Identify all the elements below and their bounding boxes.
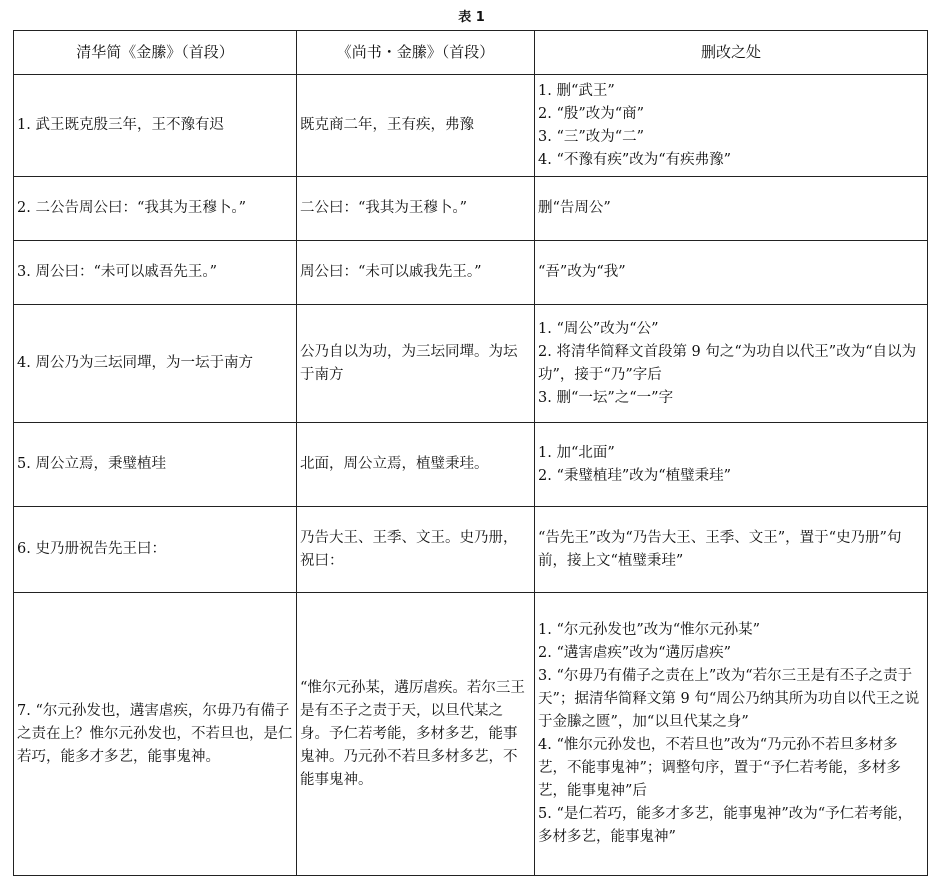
cell-shangshu: “惟尔元孙某，遘厉虐疾。若尔三王是有丕子之责于天，以旦代某之身。予仁若考能，多材多艺，能事鬼神。乃元孙不若旦多材多艺，不能事鬼神。 (297, 593, 535, 876)
cell-shangshu: 北面，周公立焉，植璧秉珪。 (297, 423, 535, 507)
table-caption: 表 1 (458, 10, 485, 25)
cell-shangshu: 乃告大王、王季、文王。史乃册，祝曰： (297, 507, 535, 593)
cell-shangshu: 周公曰：“未可以戚我先王。” (297, 241, 535, 305)
change-item: “吾”改为“我” (538, 264, 626, 280)
change-item: 3. 删“一坛”之“一”字 (538, 389, 674, 406)
cell-changes (535, 177, 928, 241)
header-changes: 删改之处 (535, 31, 928, 75)
change-item: 删“告周公” (538, 200, 611, 216)
cell-qinghua: 4. 周公乃为三坛同墠，为一坛于南方 (14, 305, 297, 423)
cell-qinghua: 5. 周公立焉，秉璧植珪 (14, 423, 297, 507)
change-item: 1. 加“北面” (538, 444, 615, 461)
change-item: 1. “尔元孙发也”改为“惟尔元孙某” (538, 622, 761, 638)
change-item: “告先王”改为“乃告大王、王季、文王”，置于“史乃册”句前，接上文“植璧秉珪” (538, 529, 902, 569)
change-item: 1. 删“武王” (538, 82, 615, 99)
cell-changes (535, 593, 928, 876)
cell-qinghua: 2. 二公告周公曰：“我其为王穆卜。” (14, 177, 297, 241)
table-row (14, 177, 928, 241)
change-item: 3. “三”改为“二” (538, 128, 645, 145)
change-item: 2. “秉璧植珪”改为“植璧秉珪” (538, 467, 732, 484)
table-header-row (14, 31, 928, 75)
change-item: 3. “尔毋乃有備子之责在上”改为“若尔三王是有丕子之责于天”；据清华简释文第 9 句“周公乃纳其所为功自以代王之说于金縢之匮”，加“以旦代某之身” (538, 668, 920, 730)
cell-changes (535, 423, 928, 507)
change-item: 4. “惟尔元孙发也，不若旦也”改为“乃元孙不若旦多材多艺，不能事鬼神”；调整句序，置于“予仁若考能，多材多艺，能事鬼神”后 (538, 737, 901, 799)
cell-shangshu: 二公曰：“我其为王穆卜。” (297, 177, 535, 241)
change-item: 2. “殷”改为“商” (538, 105, 645, 122)
cell-qinghua: 7. “尔元孙发也，遘害虐疾，尔毋乃有備子之责在上？惟尔元孙发也，不若旦也，是仁若巧，能多才多艺，能事鬼神。 (14, 593, 297, 876)
cell-qinghua: 3. 周公曰：“未可以戚吾先王。” (14, 241, 297, 305)
table-row (14, 423, 928, 507)
cell-qinghua: 6. 史乃册祝告先王曰： (14, 507, 297, 593)
comparison-table (13, 30, 928, 876)
header-qinghua: 清华简《金縢》（首段） (14, 31, 297, 75)
cell-changes (535, 305, 928, 423)
change-item: 2. “遘害虐疾”改为“遘厉虐疾” (538, 645, 732, 661)
table-row (14, 75, 928, 177)
change-item: 1. “周公”改为“公” (538, 320, 659, 337)
cell-changes (535, 507, 928, 593)
cell-qinghua: 1. 武王既克殷三年，王不豫有迟 (14, 75, 297, 177)
table-row (14, 507, 928, 593)
cell-changes (535, 75, 928, 177)
change-item: 5. “是仁若巧，能多才多艺，能事鬼神”改为“予仁若考能，多材多艺，能事鬼神” (538, 806, 913, 845)
change-item: 2. 将清华简释文首段第 9 句之“为功自以代王”改为“自以为功”，接于“乃”字后 (538, 343, 917, 383)
table-row (14, 305, 928, 423)
cell-shangshu: 既克商二年，王有疾，弗豫 (297, 75, 535, 177)
change-item: 4. “不豫有疾”改为“有疾弗豫” (538, 151, 732, 168)
cell-changes (535, 241, 928, 305)
header-shangshu: 《尚书・金縢》（首段） (297, 31, 535, 75)
cell-shangshu: 公乃自以为功，为三坛同墠。为坛于南方 (297, 305, 535, 423)
table-row (14, 593, 928, 876)
table-row (14, 241, 928, 305)
